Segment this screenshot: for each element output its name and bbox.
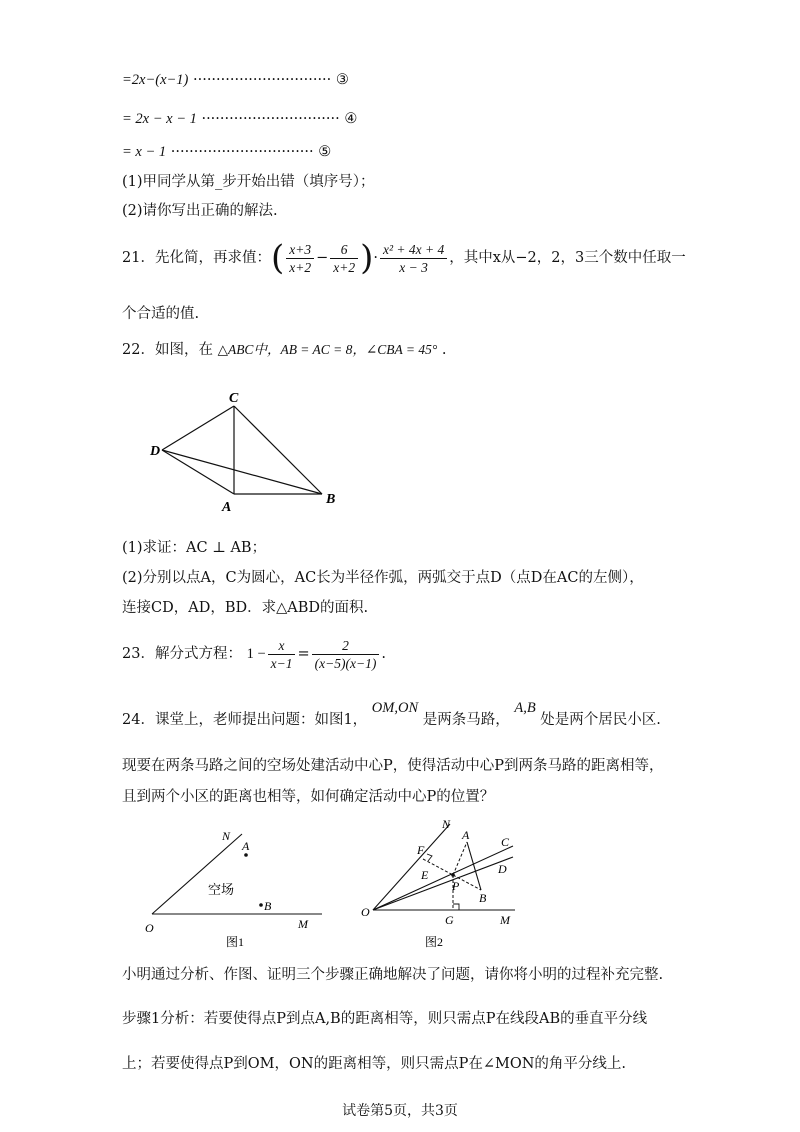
fig2-label-f: F	[417, 843, 425, 857]
q21-fraction-2	[330, 241, 358, 276]
figure-1	[140, 822, 340, 952]
q24-line5: 步骤1分析：若要使得点P到点A,B的距离相等，则只需点P在线段AB的垂直平分线	[122, 1011, 648, 1027]
fig1-label-n: N	[222, 829, 231, 843]
q23-line	[122, 634, 386, 674]
q21-f1-denominator: x+2	[289, 259, 312, 275]
step-4-line	[122, 109, 357, 129]
q21-minus: −	[316, 250, 329, 266]
q21-f1-numerator: x+3	[286, 241, 314, 259]
fig1-open-space: 空场	[208, 882, 235, 897]
q21-f2-numerator: 6	[330, 241, 358, 259]
fig1-label-o: O	[145, 921, 154, 935]
q23-equals: =	[297, 646, 310, 662]
q21-f3-denominator: x − 3	[399, 259, 428, 275]
q20-part1: (1)甲同学从第_步开始出错（填序号）；	[122, 174, 375, 190]
q20-part2: (2)请你写出正确的解法.	[122, 203, 278, 219]
q24-roads: OM,ON	[371, 700, 419, 716]
q22-part2: (2)分别以点A，C为圆心，AC长为半径作弧，两弧交于点D（点D在AC的左侧），	[122, 570, 644, 586]
q21-line1	[122, 238, 686, 278]
step-5-line	[122, 142, 331, 162]
step-4-dots: ······························	[201, 111, 340, 127]
segment-db	[162, 450, 322, 494]
label-b: B	[326, 492, 336, 507]
fig2-label-m: M	[500, 913, 510, 927]
figure-2	[355, 812, 530, 950]
fig2-label-n: N	[442, 817, 451, 831]
fig2-right-angle-f	[427, 854, 432, 861]
label-d: D	[150, 444, 161, 459]
q23-f1-numerator: x	[268, 637, 296, 655]
q21-fraction-1	[286, 241, 314, 276]
step-3-dots: ······························	[193, 72, 332, 88]
q22-part1: (1)求证：AC ⊥ AB；	[122, 540, 267, 556]
q24-line1	[122, 700, 661, 730]
fig2-label-a: A	[462, 828, 470, 842]
fig1-label-b: B	[264, 899, 272, 913]
q24-l1c: 是两条马路，	[422, 712, 510, 728]
segment-da	[162, 450, 234, 494]
q24-line6: 上；若要使得点P到OM，ON的距离相等，则只需点P在∠MON的角平分线上.	[122, 1056, 627, 1072]
fig2-label-p: P	[452, 879, 460, 893]
q24-line4: 小明通过分析、作图、证明三个步骤正确地解决了问题，请你将小明的过程补充完整.	[122, 967, 664, 983]
step-5-expression: = x − 1	[122, 144, 167, 160]
q23-f1-denominator: x−1	[270, 655, 293, 671]
fig2-line-od	[373, 857, 513, 910]
fig2-label-e: E	[421, 868, 429, 882]
q21-tail: ，其中x从−2，2，3三个数中任取一	[449, 250, 686, 266]
label-a: A	[222, 500, 232, 515]
q23-fraction-1	[268, 637, 296, 672]
fig2-right-angle-g	[453, 904, 459, 910]
fig1-caption: 图1	[226, 935, 245, 949]
right-paren: )	[360, 238, 374, 278]
q22-lead: 22．如图，在	[122, 342, 213, 358]
q22-end: .	[441, 342, 447, 358]
fig2-label-c: C	[501, 835, 510, 849]
q21-line2: 个合适的值.	[122, 306, 200, 322]
step-3-expression: =2x−(x−1)	[122, 72, 189, 88]
q24-line3: 且到两个小区的距离也相等，如何确定活动中心P的位置？	[122, 789, 495, 805]
q22-line1	[122, 340, 446, 360]
fig1-label-a: A	[242, 839, 250, 853]
left-paren: (	[270, 238, 285, 278]
label-c: C	[229, 391, 239, 406]
fig1-label-m: M	[298, 917, 308, 931]
road-on	[152, 834, 242, 914]
q21-f3-numerator: x² + 4x + 4	[380, 241, 447, 259]
step-4-expression: = 2x − x − 1	[122, 111, 197, 127]
q23-f2-numerator: 2	[312, 637, 380, 655]
q22-condition: △ABC中，AB = AC = 8，∠CBA = 45°	[217, 342, 438, 357]
q24-l1e: 处是两个居民小区.	[540, 712, 661, 728]
q23-lead: 23．解分式方程：	[122, 646, 242, 662]
q22-part2-cont: 连接CD，AD，BD．求△ABD的面积.	[122, 600, 369, 616]
fig2-label-g: G	[445, 913, 454, 927]
q21-f2-denominator: x+2	[333, 259, 356, 275]
segment-dc	[162, 406, 234, 450]
q22-figure	[140, 388, 350, 518]
fig2-label-d: D	[498, 862, 507, 876]
point-b	[259, 903, 263, 907]
fig2-caption: 图2	[425, 935, 444, 949]
q23-f2-denominator: (x−5)(x−1)	[314, 655, 377, 671]
fig2-point-p	[451, 873, 455, 877]
q23-end: .	[381, 646, 386, 662]
q23-one-minus: 1 −	[246, 646, 266, 662]
segment-cb	[234, 406, 322, 494]
q23-fraction-2	[312, 637, 380, 672]
step-5-dots: ·······························	[170, 144, 314, 160]
q24-districts: A,B	[514, 700, 536, 716]
step-4-marker: ④	[344, 111, 358, 127]
q24-line2: 现要在两条马路之间的空场处建活动中心P，使得活动中心P到两条马路的距离相等，	[122, 758, 664, 774]
q21-dot: ·	[373, 250, 378, 266]
point-a	[244, 853, 248, 857]
step-3-line	[122, 70, 349, 90]
page-footer: 试卷第5页，共3页	[342, 1103, 458, 1119]
fig2-line-oc	[373, 846, 513, 910]
step-3-marker: ③	[335, 72, 349, 88]
fig2-label-o: O	[361, 905, 370, 919]
fig2-label-b: B	[479, 891, 487, 905]
step-5-marker: ⑤	[318, 144, 332, 160]
q21-number: 21．先化简，再求值：	[122, 250, 271, 266]
q24-l1a: 24．课堂上，老师提出问题：如图1，	[122, 712, 368, 728]
q21-fraction-3	[380, 241, 447, 276]
